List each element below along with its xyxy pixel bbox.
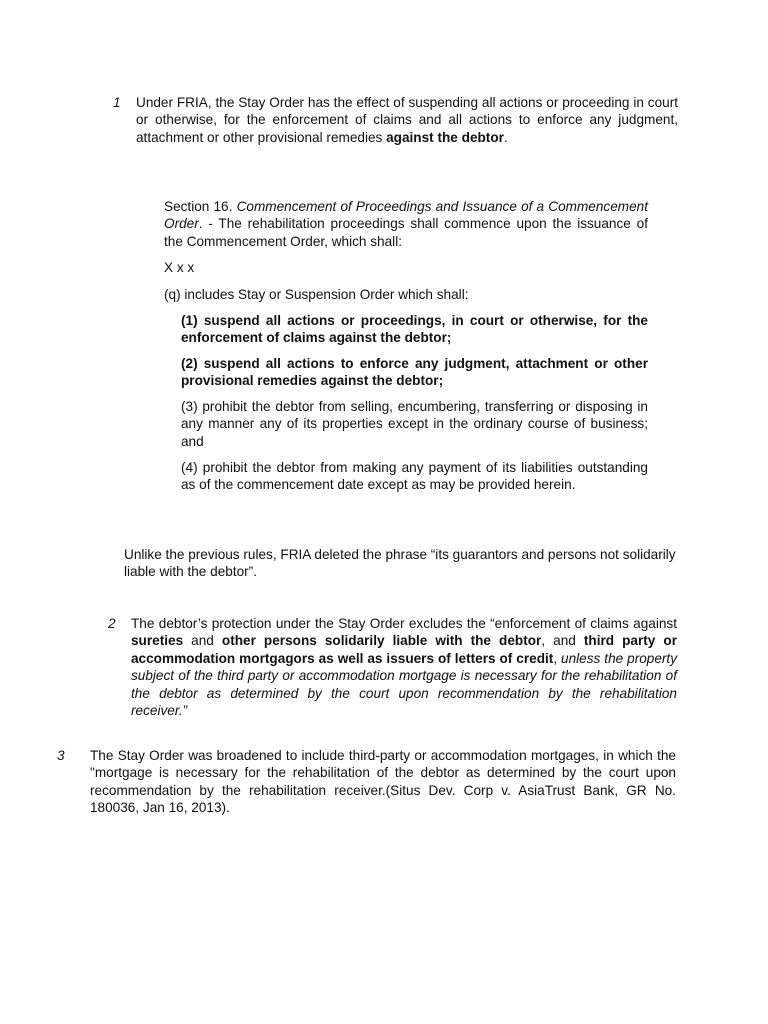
clause-4: (4) prohibit the debtor from making any payment of its liabilities outstanding as of the commencement date except as may be provided herein. <box>181 460 648 493</box>
item-2-bold-mortgagors: third party or accommodation mortgagors as well as issuers of letters of credit <box>131 633 677 666</box>
item-number-3: 3 <box>57 748 65 763</box>
section-16-paragraph <box>164 198 648 250</box>
item-number-1: 1 <box>113 95 121 110</box>
clause-q: (q) includes Stay or Suspension Order which shall: <box>164 287 469 302</box>
section-16-title: Commencement of Proceedings and Issuance of a Commencement Order <box>164 199 648 232</box>
item-2-text-1: The debtor’s protection under the Stay Order excludes the “enforcement of claims against <box>131 616 677 631</box>
item-2-text-2: and <box>183 633 222 649</box>
item-1-text: Under FRIA, the Stay Order has the effect of suspending all actions or proceeding in court or otherwise, for the enforcement of claims and all actions to enforce any judgment, attachment or other provisional remedies <box>136 95 678 145</box>
item-3-paragraph: The Stay Order was broadened to include third-party or accommodation mortgages, in which the "mortgage is necessary for the rehabilitation of the debtor as determined by the court upon recommendation by the rehabilitation receiver.(Situs Dev. Corp v. AsiaTrust Bank, GR No. 180036, Jan 16, 2013). <box>90 748 676 816</box>
item-1-bold: against the debtor <box>386 129 504 145</box>
item-2-paragraph <box>131 615 677 719</box>
unlike-paragraph: Unlike the previous rules, FRIA deleted the phrase “its guarantors and persons not solidarily liable with the debtor”. <box>124 547 676 580</box>
clause-1: (1) suspend all actions or proceedings, in court or otherwise, for the enforcement of claims against the debtor; <box>181 313 648 346</box>
xxx-ellipsis: X x x <box>164 260 195 275</box>
item-2-italic: unless the property subject of the third party or accommodation mortgage is necessary for the rehabilitation of the debtor as determined by the court upon recommendation by the rehabilitation receiver.” <box>131 650 677 719</box>
clause-3: (3) prohibit the debtor from selling, encumbering, transferring or disposing in any manner any of its properties except in the ordinary course of business; and <box>181 399 648 449</box>
item-2-text-4: , <box>553 650 562 666</box>
item-2-bold-persons: other persons solidarily liable with the debtor <box>221 633 542 649</box>
item-2-text-3: , and <box>541 633 584 649</box>
item-1-end: . <box>503 129 508 145</box>
clause-2: (2) suspend all actions to enforce any judgment, attachment or other provisional remedies against the debtor; <box>181 356 648 389</box>
section-16-text: . - The rehabilitation proceedings shall commence upon the issuance of the Commencement Order, which shall: <box>164 216 648 249</box>
item-number-2: 2 <box>108 616 116 631</box>
item-2-bold-sureties: sureties <box>131 633 184 649</box>
item-1-paragraph <box>136 94 678 146</box>
section-16-prefix: Section 16. <box>164 199 237 214</box>
